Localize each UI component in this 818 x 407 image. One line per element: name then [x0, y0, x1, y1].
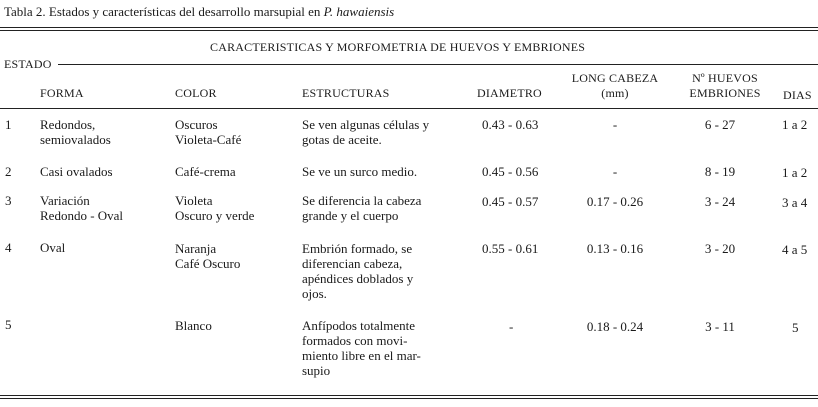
top-double-rule-1	[0, 27, 818, 28]
row5-diametro: -	[509, 319, 514, 334]
column-header-rule	[0, 108, 818, 109]
row3-estructuras: Se diferencia la cabeza grande y el cuerpo	[302, 193, 422, 223]
row1-dias: 1 a 2	[782, 117, 808, 132]
bottom-double-rule-2	[0, 398, 818, 399]
row4-huevos: 3 - 20	[704, 241, 736, 256]
row5-color: Blanco	[175, 318, 212, 333]
row3-huevos: 3 - 24	[704, 194, 736, 209]
row1-estado: 1	[5, 117, 12, 132]
row5-estado: 5	[5, 317, 12, 332]
header-long-cabeza-line2: (mm)	[601, 86, 629, 100]
row1-forma: Redondos, semiovalados	[40, 117, 111, 147]
header-estructuras: ESTRUCTURAS	[302, 86, 390, 100]
row4-dias: 4 a 5	[782, 242, 808, 257]
row3-diametro: 0.45 - 0.57	[482, 194, 539, 209]
row4-forma: Oval	[40, 240, 66, 255]
row1-huevos: 6 - 27	[704, 117, 736, 132]
header-color: COLOR	[175, 86, 217, 100]
row3-forma: Variación Redondo - Oval	[40, 193, 124, 223]
caption-species: P. hawaiensis	[323, 4, 395, 19]
row2-diametro: 0.45 - 0.56	[482, 164, 539, 179]
row4-long-cabeza: 0.13 - 0.16	[586, 241, 644, 256]
row4-diametro: 0.55 - 0.61	[482, 241, 539, 256]
header-estado: ESTADO	[4, 57, 52, 71]
header-long-cabeza	[555, 71, 675, 101]
row1-estructuras: Se ven algunas células y gotas de aceite.	[302, 117, 430, 147]
row5-dias: 5	[792, 320, 799, 335]
row3-dias: 3 a 4	[782, 195, 808, 210]
estado-header-rule	[58, 64, 818, 65]
row2-estado: 2	[5, 164, 12, 179]
header-forma: FORMA	[40, 86, 84, 100]
row2-dias: 1 a 2	[782, 165, 808, 180]
row4-color: Naranja Café Oscuro	[175, 241, 241, 271]
row2-huevos: 8 - 19	[704, 164, 736, 179]
row1-diametro: 0.43 - 0.63	[482, 117, 539, 132]
header-huevos-line1: Nº HUEVOS	[692, 71, 758, 85]
header-huevos	[670, 71, 780, 101]
row2-estructuras: Se ve un surco medio.	[302, 164, 418, 179]
row3-color: Violeta Oscuro y verde	[175, 193, 255, 223]
bottom-double-rule-1	[0, 395, 818, 396]
row4-estado: 4	[5, 240, 12, 255]
top-double-rule-2	[0, 30, 818, 31]
row1-color: Oscuros Violeta-Café	[175, 117, 242, 147]
table-caption	[4, 4, 394, 20]
row2-long-cabeza: -	[612, 164, 618, 179]
row5-long-cabeza: 0.18 - 0.24	[586, 319, 644, 334]
row1-long-cabeza: -	[612, 117, 618, 132]
caption-prefix: Tabla 2. Estados y características del desarrollo marsupial en	[4, 4, 324, 19]
group-title: CARACTERISTICAS Y MORFOMETRIA DE HUEVOS Y EMBRIONES	[210, 40, 586, 54]
header-huevos-line2: EMBRIONES	[689, 86, 761, 100]
header-long-cabeza-line1: LONG CABEZA	[571, 71, 659, 85]
row2-forma: Casi ovalados	[40, 164, 113, 179]
header-diametro: DIAMETRO	[477, 86, 542, 100]
row2-color: Café-crema	[175, 164, 236, 179]
row5-huevos: 3 - 11	[705, 319, 735, 334]
row4-estructuras: Embrión formado, se diferencian cabeza, apéndices doblados y ojos.	[302, 241, 414, 301]
header-dias: DIAS	[783, 88, 812, 102]
row3-long-cabeza: 0.17 - 0.26	[586, 194, 644, 209]
row3-estado: 3	[5, 193, 12, 208]
row5-estructuras: Anfípodos totalmente formados con movi- miento libre en el mar- supio	[302, 318, 421, 378]
